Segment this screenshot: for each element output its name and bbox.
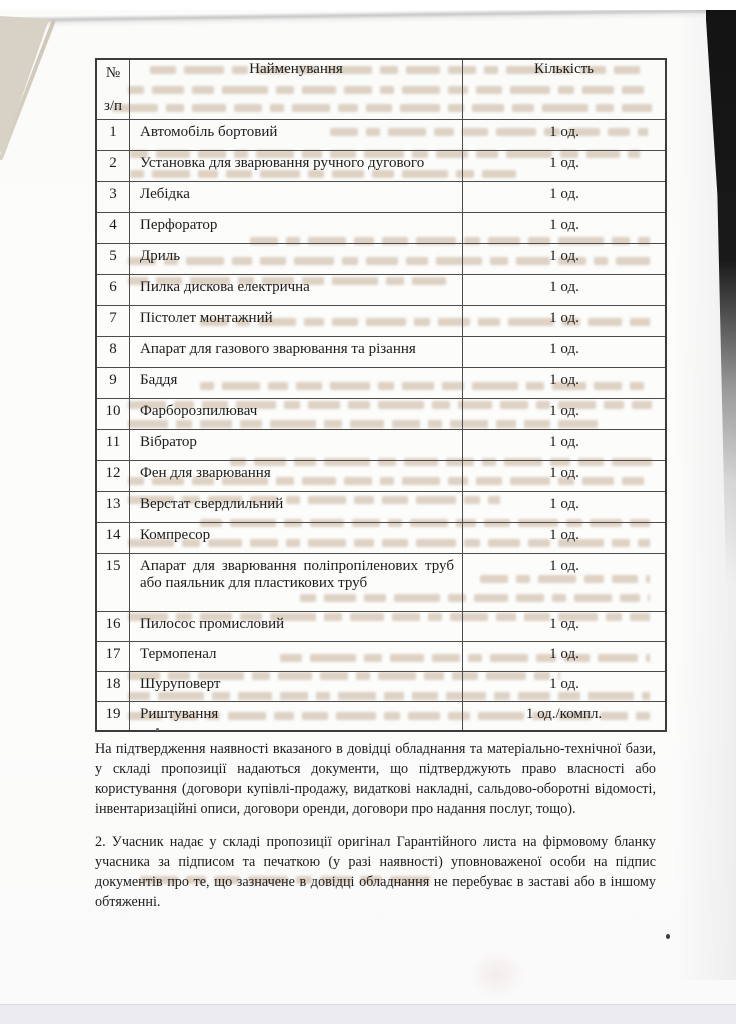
paragraph-confirmation: На підтвердження наявності вказаного в довідці обладнання та матеріально-технічної бази, у складі пропозиції надаються документи, що підтверджують право власності або користування (договори купівлі-продажу, видаткові накладні, сальдово-оборотні відомості, інвентаризаційні описи, договори оренди, договори про надання послуг, тощо). [95,741,656,817]
table-row [96,398,666,429]
row-number: 1 [96,119,130,150]
row-number: 7 [96,305,130,336]
header-number-bottom: з/п [103,98,123,114]
row-number: 3 [96,181,130,212]
table-row [96,305,666,336]
equipment-table [95,58,667,732]
header-cell-number [96,59,130,119]
row-quantity: 1 од. [463,150,667,181]
table-row [96,522,666,553]
equipment-table-body [96,119,666,731]
row-number: 13 [96,491,130,522]
scan-top-margin [0,0,736,10]
row-number: 5 [96,243,130,274]
row-equipment-name: Лебідка [130,181,463,212]
row-equipment-name: Пістолет монтажний [130,305,463,336]
row-number: 16 [96,611,130,641]
row-quantity: 1 од. [463,336,667,367]
document-content [95,58,656,912]
scan-bottom-edge [0,1004,736,1024]
row-quantity: 1 од. [463,641,667,671]
row-equipment-name: Верстат свердлильний [130,491,463,522]
table-row [96,336,666,367]
row-number: 10 [96,398,130,429]
row-quantity: 1 од. [463,398,667,429]
equipment-table-header [96,59,666,119]
row-equipment-name: Фарборозпилювач [130,398,463,429]
row-number: 12 [96,460,130,491]
table-row [96,119,666,150]
row-equipment-name: Установка для зварювання ручного дугового [130,150,463,181]
row-number: 6 [96,274,130,305]
row-number: 11 [96,429,130,460]
row-equipment-name: Баддя [130,367,463,398]
row-quantity: 1 од. [463,305,667,336]
row-quantity: 1 од. [463,274,667,305]
row-quantity: 1 од. [463,611,667,641]
table-row [96,671,666,701]
row-equipment-name: Риштування [130,701,463,731]
row-quantity: 1 од. [463,212,667,243]
ink-smudge-artifact [468,948,526,1000]
row-quantity: 1 од./компл. [463,701,667,731]
paragraph-guarantee-letter: 2. Учасник надає у складі пропозиції оригінал Гарантійного листа на фірмовому бланку учасника за підписом та печаткою (у разі наявності) уповноваженої особи на підпис документів про те, що зазначене в довідці обладнання не перебуває в заставі або в іншому обтяженні. [95,834,656,910]
table-row [96,243,666,274]
row-quantity: 1 од. [463,119,667,150]
table-row [96,553,666,611]
row-quantity: 1 од. [463,181,667,212]
row-number: 14 [96,522,130,553]
table-row [96,274,666,305]
row-equipment-name: Компресор [130,522,463,553]
header-cell-name: Найменування [130,59,463,119]
table-row [96,491,666,522]
row-equipment-name: Пилка дискова електрична [130,274,463,305]
row-quantity: 1 од. [463,429,667,460]
row-quantity: 1 од. [463,522,667,553]
row-equipment-name: Термопенал [130,641,463,671]
table-row [96,611,666,641]
row-quantity: 1 од. [463,243,667,274]
header-row [96,59,666,119]
row-number: 15 [96,553,130,611]
dust-speck [156,728,159,731]
table-row [96,150,666,181]
table-row [96,367,666,398]
row-equipment-name: Вібратор [130,429,463,460]
row-equipment-name: Автомобіль бортовий [130,119,463,150]
row-quantity: 1 од. [463,460,667,491]
row-quantity: 1 од. [463,671,667,701]
row-number: 2 [96,150,130,181]
table-row [96,641,666,671]
row-equipment-name: Пилосос промисловий [130,611,463,641]
row-number: 8 [96,336,130,367]
row-equipment-name: Перфоратор [130,212,463,243]
table-row [96,212,666,243]
row-equipment-name: Фен для зварювання [130,460,463,491]
row-equipment-name: Дриль [130,243,463,274]
row-number: 4 [96,212,130,243]
row-number: 9 [96,367,130,398]
row-quantity: 1 од. [463,367,667,398]
row-number: 19 [96,701,130,731]
row-equipment-name: Апарат для газового зварювання та різання [130,336,463,367]
row-number: 18 [96,671,130,701]
table-row [96,701,666,731]
row-quantity: 1 од. [463,491,667,522]
row-equipment-name: Шуруповерт [130,671,463,701]
row-number: 17 [96,641,130,671]
row-quantity: 1 од. [463,553,667,611]
table-row [96,429,666,460]
table-row [96,460,666,491]
header-number-top: № [105,65,121,81]
table-row [96,181,666,212]
row-equipment-name: Апарат для зварювання поліпропіленових труб або паяльник для пластикових труб [130,553,463,611]
header-cell-quantity: Кількість [463,59,667,119]
dust-speck [666,934,670,939]
